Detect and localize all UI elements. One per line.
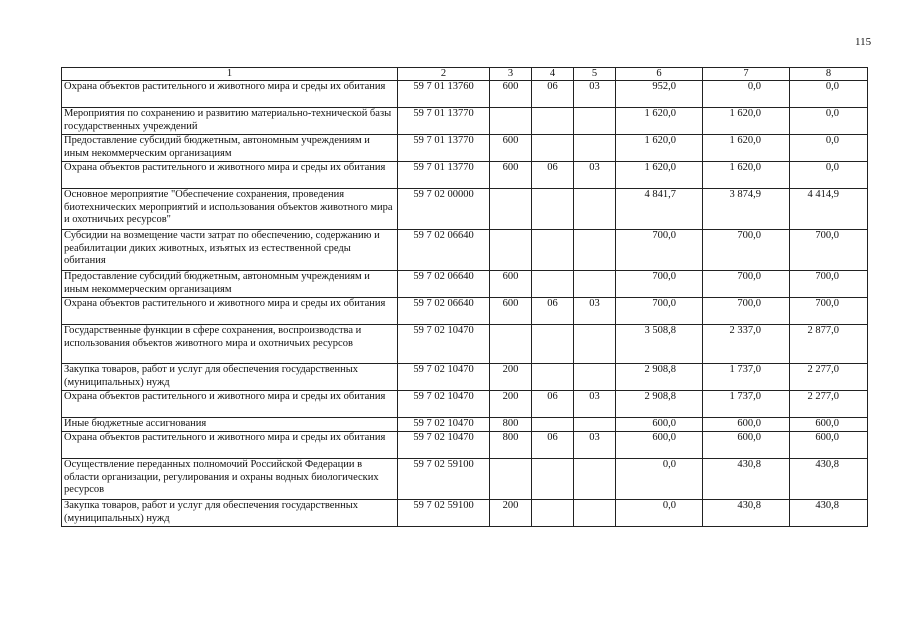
row-c3 [490, 459, 532, 500]
row-code: 59 7 01 13770 [398, 135, 490, 162]
table-row [62, 298, 868, 325]
row-c8: 0,0 [790, 81, 868, 108]
row-c6: 2 908,8 [616, 391, 703, 418]
row-code: 59 7 02 10470 [398, 364, 490, 391]
table-row [62, 162, 868, 189]
row-code: 59 7 02 10470 [398, 432, 490, 459]
table-row [62, 459, 868, 500]
row-c6: 0,0 [616, 500, 703, 527]
row-c8: 0,0 [790, 108, 868, 135]
row-c6: 700,0 [616, 298, 703, 325]
row-c4: 06 [532, 162, 574, 189]
row-c4 [532, 500, 574, 527]
row-c3: 600 [490, 81, 532, 108]
row-c8: 700,0 [790, 271, 868, 298]
header-cell: 4 [532, 68, 574, 81]
row-c6: 600,0 [616, 432, 703, 459]
row-c3 [490, 108, 532, 135]
row-c7: 1 620,0 [703, 108, 790, 135]
row-c8: 700,0 [790, 298, 868, 325]
row-name: Субсидии на возмещение части затрат по обеспечению, содержанию и реабилитации диких животных, изъятых из естественной среды обитания [62, 230, 398, 271]
row-c8: 700,0 [790, 230, 868, 271]
row-code: 59 7 02 06640 [398, 271, 490, 298]
row-c7: 430,8 [703, 500, 790, 527]
row-c3: 800 [490, 418, 532, 432]
row-c7: 2 337,0 [703, 325, 790, 364]
row-name: Государственные функции в сфере сохранения, воспроизводства и использования объектов животного мира и охотничьих ресурсов [62, 325, 398, 364]
row-c7: 1 737,0 [703, 391, 790, 418]
row-name: Предоставление субсидий бюджетным, автономным учреждениям и иным некоммерческим организациям [62, 135, 398, 162]
row-c7: 1 620,0 [703, 162, 790, 189]
row-c8: 430,8 [790, 459, 868, 500]
row-c7: 700,0 [703, 230, 790, 271]
row-c5: 03 [574, 81, 616, 108]
row-c5 [574, 459, 616, 500]
row-c4 [532, 189, 574, 230]
row-c3: 200 [490, 391, 532, 418]
row-name: Охрана объектов растительного и животного мира и среды их обитания [62, 162, 398, 189]
row-c7: 3 874,9 [703, 189, 790, 230]
row-c5 [574, 189, 616, 230]
row-name: Закупка товаров, работ и услуг для обеспечения государственных (муниципальных) нужд [62, 364, 398, 391]
row-code: 59 7 02 59100 [398, 459, 490, 500]
row-c4 [532, 230, 574, 271]
row-c4 [532, 108, 574, 135]
table-row [62, 189, 868, 230]
row-c3: 600 [490, 162, 532, 189]
header-cell: 5 [574, 68, 616, 81]
row-c8: 600,0 [790, 418, 868, 432]
header-cell: 2 [398, 68, 490, 81]
row-c5 [574, 108, 616, 135]
row-c7: 430,8 [703, 459, 790, 500]
row-c6: 952,0 [616, 81, 703, 108]
table-row [62, 418, 868, 432]
row-c5 [574, 230, 616, 271]
row-c8: 430,8 [790, 500, 868, 527]
row-c7: 0,0 [703, 81, 790, 108]
row-c6: 600,0 [616, 418, 703, 432]
row-c5: 03 [574, 391, 616, 418]
row-c3: 600 [490, 298, 532, 325]
table-row [62, 364, 868, 391]
page-number: 115 [855, 36, 872, 48]
row-code: 59 7 02 10470 [398, 418, 490, 432]
table-row [62, 391, 868, 418]
row-c5 [574, 325, 616, 364]
row-c6: 1 620,0 [616, 108, 703, 135]
row-c4 [532, 135, 574, 162]
row-name: Мероприятия по сохранению и развитию материально-технической базы государственных учреждений [62, 108, 398, 135]
row-code: 59 7 01 13770 [398, 162, 490, 189]
row-code: 59 7 02 06640 [398, 298, 490, 325]
row-c4: 06 [532, 81, 574, 108]
row-c6: 700,0 [616, 230, 703, 271]
row-c5 [574, 364, 616, 391]
budget-table [61, 67, 868, 527]
row-c5: 03 [574, 432, 616, 459]
row-c7: 700,0 [703, 298, 790, 325]
header-cell: 8 [790, 68, 868, 81]
row-c4 [532, 418, 574, 432]
row-c4 [532, 364, 574, 391]
row-c5 [574, 135, 616, 162]
row-c6: 4 841,7 [616, 189, 703, 230]
row-c7: 1 737,0 [703, 364, 790, 391]
row-c7: 1 620,0 [703, 135, 790, 162]
row-c5 [574, 418, 616, 432]
row-code: 59 7 01 13770 [398, 108, 490, 135]
row-c3: 200 [490, 500, 532, 527]
table-row [62, 325, 868, 364]
row-c6: 2 908,8 [616, 364, 703, 391]
header-cell: 3 [490, 68, 532, 81]
row-name: Осуществление переданных полномочий Российской Федерации в области организации, регулирования и охраны водных биологических ресурсов [62, 459, 398, 500]
row-c7: 600,0 [703, 418, 790, 432]
row-code: 59 7 02 10470 [398, 325, 490, 364]
header-cell: 1 [62, 68, 398, 81]
header-cell: 7 [703, 68, 790, 81]
row-c3: 600 [490, 271, 532, 298]
table-row [62, 81, 868, 108]
table-header-row [62, 68, 868, 81]
row-code: 59 7 02 00000 [398, 189, 490, 230]
row-code: 59 7 02 10470 [398, 391, 490, 418]
row-c5 [574, 271, 616, 298]
row-c8: 2 877,0 [790, 325, 868, 364]
row-c8: 600,0 [790, 432, 868, 459]
row-name: Предоставление субсидий бюджетным, автономным учреждениям и иным некоммерческим организациям [62, 271, 398, 298]
row-name: Иные бюджетные ассигнования [62, 418, 398, 432]
row-c3: 200 [490, 364, 532, 391]
row-name: Охрана объектов растительного и животного мира и среды их обитания [62, 81, 398, 108]
row-c5: 03 [574, 298, 616, 325]
row-name: Охрана объектов растительного и животного мира и среды их обитания [62, 298, 398, 325]
table-row [62, 500, 868, 527]
row-c3: 600 [490, 135, 532, 162]
row-c4: 06 [532, 298, 574, 325]
header-cell: 6 [616, 68, 703, 81]
row-c4: 06 [532, 391, 574, 418]
row-c5 [574, 500, 616, 527]
row-c3 [490, 230, 532, 271]
row-code: 59 7 02 59100 [398, 500, 490, 527]
row-c8: 2 277,0 [790, 391, 868, 418]
row-name: Закупка товаров, работ и услуг для обеспечения государственных (муниципальных) нужд [62, 500, 398, 527]
table-row [62, 230, 868, 271]
row-c8: 4 414,9 [790, 189, 868, 230]
table-row [62, 108, 868, 135]
table-row [62, 271, 868, 298]
row-c3 [490, 325, 532, 364]
row-c4 [532, 459, 574, 500]
row-c6: 1 620,0 [616, 135, 703, 162]
row-c8: 0,0 [790, 135, 868, 162]
row-name: Основное мероприятие "Обеспечение сохранения, проведения биотехнических мероприятий и использования объектов животного мира и охотничьих ресурсов" [62, 189, 398, 230]
row-c7: 600,0 [703, 432, 790, 459]
row-c3 [490, 189, 532, 230]
row-c6: 1 620,0 [616, 162, 703, 189]
row-name: Охрана объектов растительного и животного мира и среды их обитания [62, 391, 398, 418]
row-code: 59 7 01 13760 [398, 81, 490, 108]
row-code: 59 7 02 06640 [398, 230, 490, 271]
row-c8: 2 277,0 [790, 364, 868, 391]
row-c6: 3 508,8 [616, 325, 703, 364]
row-name: Охрана объектов растительного и животного мира и среды их обитания [62, 432, 398, 459]
table-row [62, 432, 868, 459]
row-c3: 800 [490, 432, 532, 459]
row-c4: 06 [532, 432, 574, 459]
row-c6: 0,0 [616, 459, 703, 500]
row-c6: 700,0 [616, 271, 703, 298]
table-row [62, 135, 868, 162]
row-c5: 03 [574, 162, 616, 189]
row-c8: 0,0 [790, 162, 868, 189]
row-c4 [532, 325, 574, 364]
row-c7: 700,0 [703, 271, 790, 298]
row-c4 [532, 271, 574, 298]
